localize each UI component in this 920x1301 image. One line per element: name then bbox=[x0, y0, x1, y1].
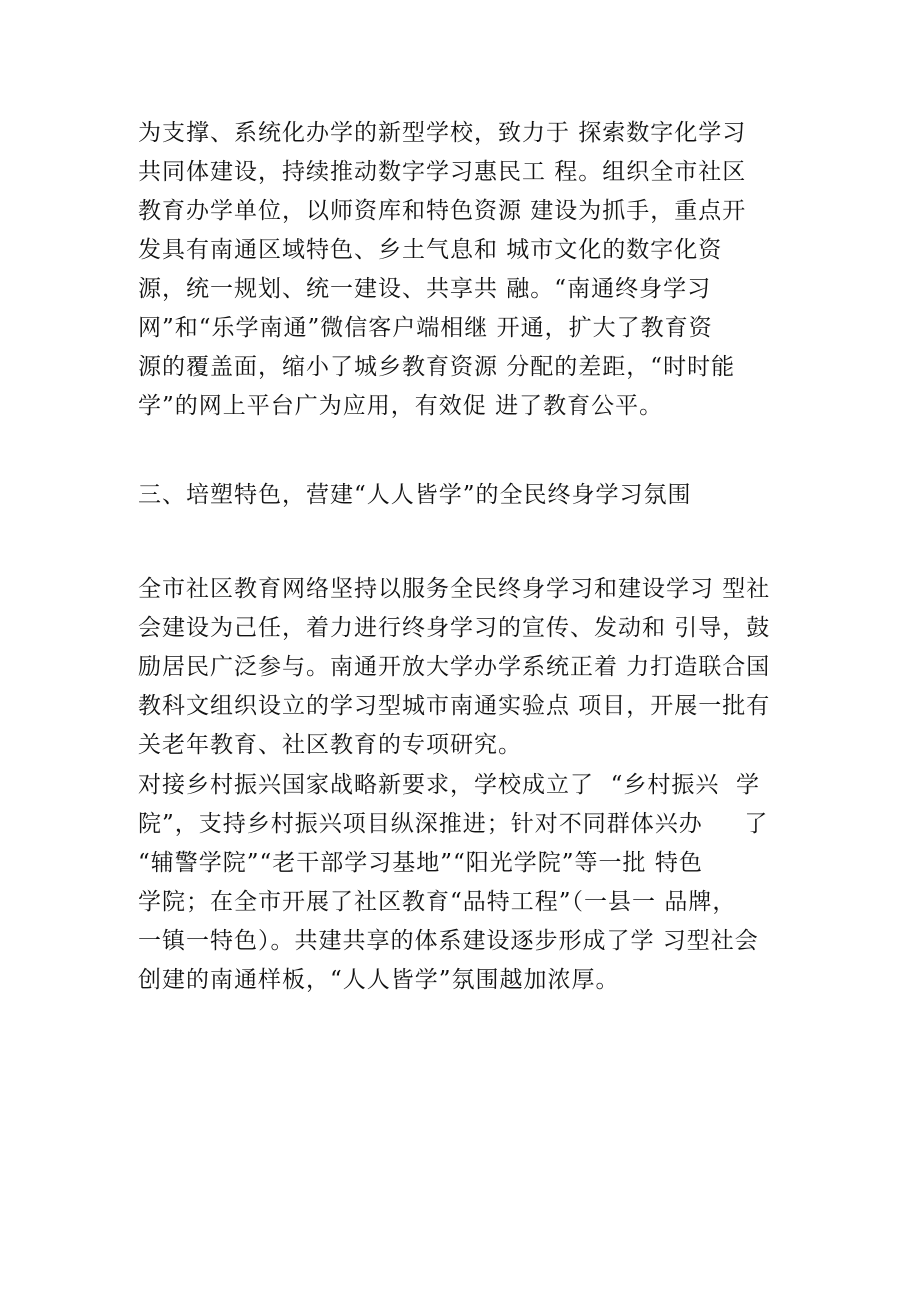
paragraph-3-line-5: 一镇一特色）。共建共享的体系建设逐步形成了学 习型社会 bbox=[138, 928, 759, 954]
paragraph-2-line-2: 会建设为己任，着力进行终身学习的宣传、发动和 引导，鼓 bbox=[138, 615, 771, 641]
paragraph-3-line-3: “辅警学院”“老干部学习基地”“阳光学院”等一批 特色 bbox=[138, 850, 703, 876]
section-heading: 三、培塑特色，营建“人人皆学”的全民终身学习氛围 bbox=[138, 482, 692, 508]
paragraph-1-line-6: 网”和“乐学南通”微信客户端相继 开通，扩大了教育资 bbox=[138, 315, 713, 341]
paragraph-3-line-6: 创建的南通样板，“人人皆学”氛围越加浓厚。 bbox=[138, 967, 620, 993]
paragraph-3-line-2: 院”，支持乡村振兴项目纵深推进；针对不同群体兴办 了 bbox=[138, 811, 769, 837]
paragraph-3-line-1: 对接乡村振兴国家战略新要求，学校成立了 “乡村振兴 学 bbox=[138, 772, 761, 798]
paragraph-1-line-1: 为支撑、系统化办学的新型学校，致力于 探索数字化学习 bbox=[138, 120, 747, 146]
paragraph-2-line-1: 全市社区教育网络坚持以服务全民终身学习和建设学习 型社 bbox=[138, 576, 771, 602]
paragraph-2-line-4: 教科文组织设立的学习型城市南通实验点 项目，开展一批有 bbox=[138, 693, 771, 719]
paragraph-1-line-4: 发具有南通区域特色、乡土气息和 城市文化的数字化资 bbox=[138, 237, 723, 263]
paragraph-3-line-4: 学院；在全市开展了社区教育“品特工程”（一县一 品牌， bbox=[138, 889, 737, 915]
paragraph-1-line-7: 源的覆盖面，缩小了城乡教育资源 分配的差距，“时时能 bbox=[138, 354, 736, 380]
paragraph-1-line-3: 教育办学单位，以师资库和特色资源 建设为抓手，重点开 bbox=[138, 198, 747, 224]
paragraph-1-line-2: 共同体建设，持续推动数字学习惠民工 程。组织全市社区 bbox=[138, 159, 747, 185]
paragraph-2-line-5: 关老年教育、社区教育的专项研究。 bbox=[138, 732, 522, 758]
paragraph-1-line-5: 源，统一规划、统一建设、共享共 融。“南通终身学习 bbox=[138, 276, 712, 302]
paragraph-1-line-8: 学”的网上平台广为应用，有效促 进了教育公平。 bbox=[138, 393, 664, 419]
paragraph-2-line-3: 励居民广泛参与。南通开放大学办学系统正着 力打造联合国 bbox=[138, 654, 771, 680]
